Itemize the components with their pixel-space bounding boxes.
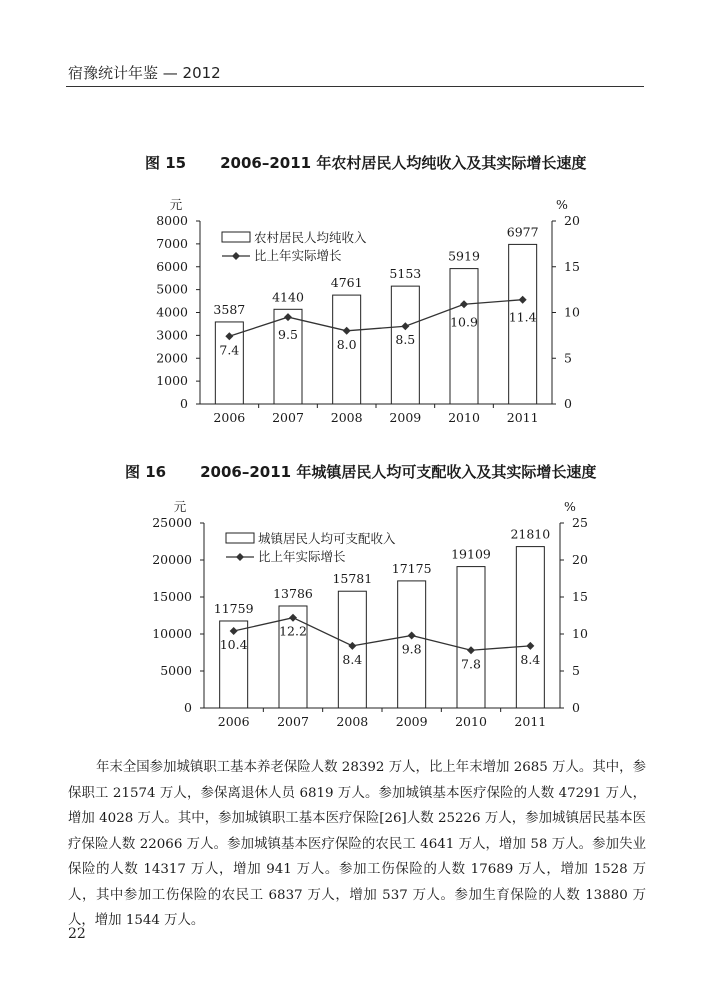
fig16-bar xyxy=(516,547,544,708)
fig16-xtick-label: 2011 xyxy=(514,714,547,729)
figure-15-caption: 2006–2011 年农村居民人均纯收入及其实际增长速度 xyxy=(220,154,587,172)
fig15-ytick-label: 5000 xyxy=(156,281,188,297)
fig16-y2tick-label: 15 xyxy=(572,589,588,604)
fig15-bar xyxy=(450,269,478,404)
fig15-legend-bar-label: 农村居民人均纯收入 xyxy=(254,230,367,245)
fig16-y2tick-label: 25 xyxy=(572,515,588,530)
fig16-bar-label: 19109 xyxy=(451,546,491,562)
fig15-growth-line xyxy=(229,300,522,337)
fig15-legend-bar-swatch xyxy=(222,232,250,242)
fig15-xtick-label: 2006 xyxy=(213,410,246,425)
fig15-growth-label: 11.4 xyxy=(508,309,537,325)
fig16-ytick-label: 20000 xyxy=(152,552,192,567)
body-paragraph: 年末全国参加城镇职工基本养老保险人数 28392 万人，比上年末增加 2685 万人。其中，参保职工 21574 万人，参保离退休人员 6819 万人。参加城镇基本医疗保险的人数 47291 万人，增加 4028 万人。其中，参加城镇职工基本医疗保险[26]人数 25226 万人，参加城镇居民基本医疗保险人数 22066 万人。参加城镇基本医疗保险的农民工 4641 万人，增加 58 万人。参加失业保险的人数 14317 万人，增加 941 万人。参加工伤保险的人数 17689 万人，增加 1528 万人，其中参加工伤保险的农民工 6837 万人，增加 537 万人。参加生育保险的人数 13880 万人，增加 1544 万人。 xyxy=(68,760,646,929)
fig16-bar xyxy=(457,567,485,708)
fig16-xtick-label: 2007 xyxy=(277,714,309,729)
fig16-xtick-label: 2006 xyxy=(217,714,250,729)
fig16-xtick-label: 2010 xyxy=(455,714,487,729)
page-number: 22 xyxy=(68,926,86,942)
fig15-ytick-label: 1000 xyxy=(156,373,188,389)
fig15-xtick-label: 2011 xyxy=(506,410,539,425)
fig16-growth-label: 8.4 xyxy=(342,651,363,667)
fig16-growth-label: 7.8 xyxy=(461,656,481,672)
fig15-xtick-label: 2008 xyxy=(330,410,363,425)
fig16-ytick-label: 15000 xyxy=(152,589,192,604)
fig15-growth-label: 8.5 xyxy=(395,332,416,348)
fig15-growth-label: 8.0 xyxy=(336,336,357,352)
fig15-ylabel: 元 xyxy=(169,197,183,212)
figure-16-chart xyxy=(0,496,714,736)
fig16-y2tick-label: 20 xyxy=(572,552,588,567)
fig15-xtick-label: 2007 xyxy=(272,410,304,425)
fig16-growth-label: 8.4 xyxy=(520,651,541,667)
fig15-bar-label: 5153 xyxy=(389,266,422,282)
figure-15-title xyxy=(145,152,586,173)
fig16-growth-label: 10.4 xyxy=(219,637,248,653)
figure-16-title xyxy=(125,461,596,482)
header-rule xyxy=(66,86,644,87)
fig15-ytick-label: 7000 xyxy=(156,235,188,251)
fig16-bar-label: 17175 xyxy=(391,560,432,576)
fig16-growth-label: 9.8 xyxy=(401,641,422,657)
fig16-bar-label: 11759 xyxy=(213,600,254,616)
figure-16-caption: 2006–2011 年城镇居民人均可支配收入及其实际增长速度 xyxy=(200,463,597,481)
fig16-ytick-label: 25000 xyxy=(152,515,192,530)
fig16-y2tick-label: 0 xyxy=(572,700,580,715)
figure-15-chart xyxy=(0,190,714,430)
fig16-growth-label: 12.2 xyxy=(279,623,307,639)
fig16-legend-bar-swatch xyxy=(226,533,254,543)
fig16-xtick-label: 2008 xyxy=(336,714,369,729)
fig15-ytick-label: 6000 xyxy=(156,258,188,274)
fig15-bar-label: 6977 xyxy=(506,224,539,240)
fig15-bar-label: 4140 xyxy=(272,289,304,305)
fig15-growth-label: 7.4 xyxy=(219,342,240,358)
fig15-y2tick-label: 15 xyxy=(564,258,580,274)
fig15-xtick-label: 2009 xyxy=(389,410,422,425)
fig15-y2tick-label: 5 xyxy=(564,350,572,366)
fig16-bar-label: 15781 xyxy=(332,571,373,587)
fig15-ytick-label: 8000 xyxy=(156,213,188,228)
fig16-y2label: % xyxy=(564,499,576,514)
fig15-ytick-label: 4000 xyxy=(156,304,188,320)
figure-15-label: 图 15 xyxy=(145,154,187,172)
fig15-y2label: % xyxy=(556,197,568,212)
fig15-ytick-label: 0 xyxy=(180,396,188,411)
fig15-bar xyxy=(274,309,302,404)
fig16-y2tick-label: 5 xyxy=(572,663,580,678)
fig16-ytick-label: 5000 xyxy=(160,663,192,678)
fig15-bar-label: 3587 xyxy=(213,301,246,317)
fig15-y2tick-label: 0 xyxy=(564,396,572,411)
fig15-ytick-label: 2000 xyxy=(156,350,188,366)
running-head: 宿豫统计年鉴 — 2012 xyxy=(68,64,221,82)
fig15-growth-label: 10.9 xyxy=(450,314,478,330)
fig15-legend-line-label: 比上年实际增长 xyxy=(254,248,342,263)
fig16-legend-bar-label: 城镇居民人均可支配收入 xyxy=(258,531,396,546)
fig15-bar-label: 4761 xyxy=(330,275,363,291)
fig16-ytick-label: 10000 xyxy=(152,626,192,641)
fig15-ytick-label: 3000 xyxy=(156,327,188,343)
fig16-y2tick-label: 10 xyxy=(572,626,588,641)
fig16-bar-label: 13786 xyxy=(273,585,313,601)
figure-16-label: 图 16 xyxy=(125,463,167,481)
fig15-legend-line-marker xyxy=(232,252,240,260)
fig15-y2tick-label: 20 xyxy=(564,213,580,228)
fig16-ylabel: 元 xyxy=(173,499,187,514)
fig16-bar-label: 21810 xyxy=(510,526,551,542)
fig16-ytick-label: 0 xyxy=(184,700,192,715)
fig15-bar-label: 5919 xyxy=(448,248,480,264)
fig16-legend-line-label: 比上年实际增长 xyxy=(258,549,346,564)
fig16-xtick-label: 2009 xyxy=(395,714,428,729)
fig15-xtick-label: 2010 xyxy=(448,410,480,425)
fig15-growth-label: 9.5 xyxy=(278,327,298,343)
fig15-y2tick-label: 10 xyxy=(564,304,580,320)
fig16-legend-line-marker xyxy=(236,553,244,561)
